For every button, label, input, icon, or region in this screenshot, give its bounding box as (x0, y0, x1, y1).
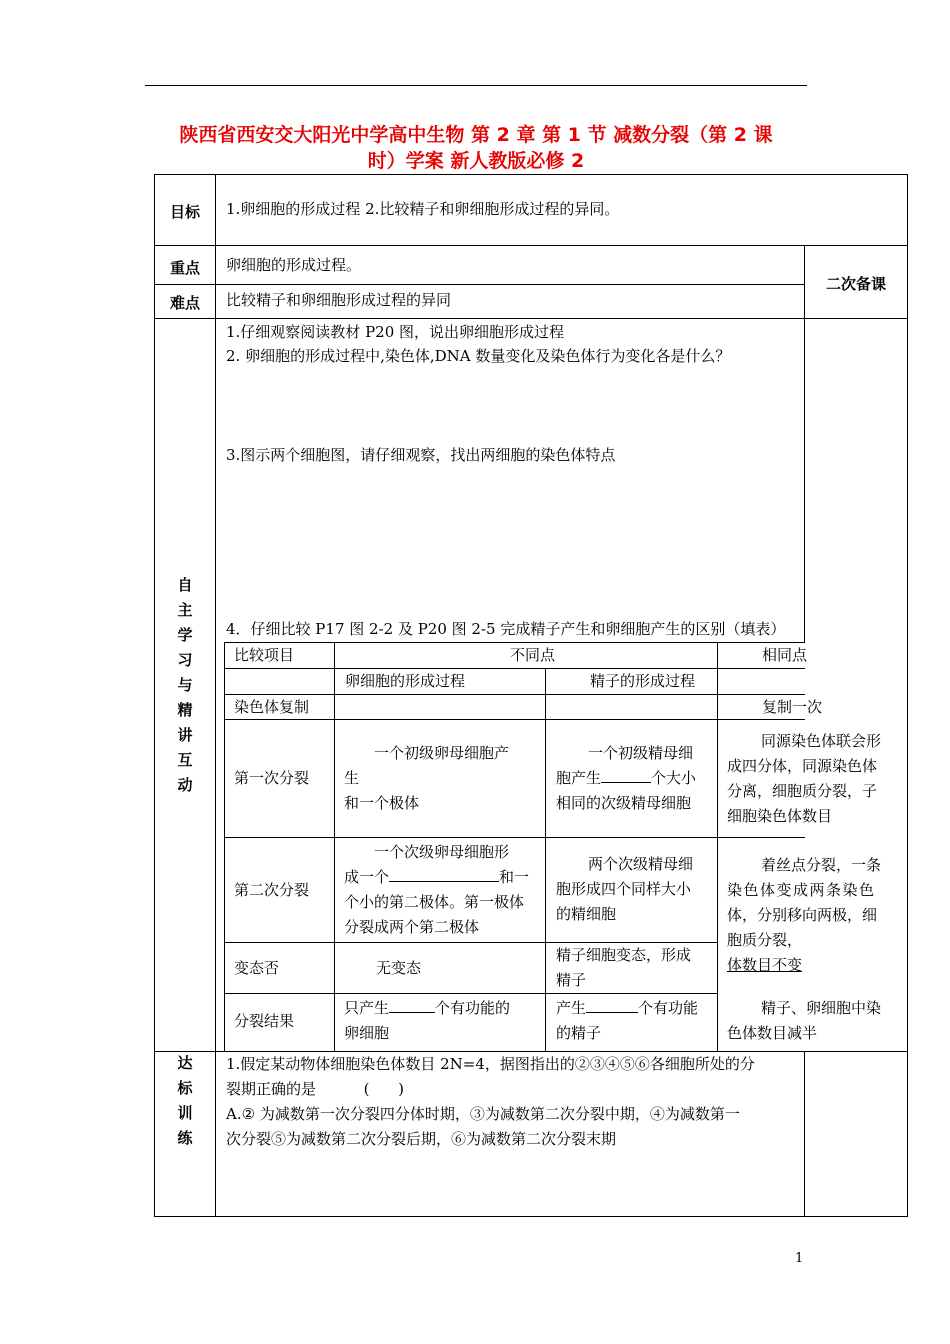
practice-question (226, 1052, 804, 1152)
cmp-row2-same-line: 细胞染色体数目 (727, 807, 833, 825)
cmp-row4-sperm-line: 精子细胞变态，形成 (556, 946, 692, 964)
cmp-row5-egg-line: 卵细胞 (344, 1024, 390, 1042)
practice-char: 练 (177, 1129, 193, 1147)
practice-line: 裂期正确的是 ( ) (226, 1080, 404, 1098)
cmp-row2-egg-line: 生 (344, 769, 360, 787)
notes-column-divider-lower (804, 1051, 805, 1217)
cmp-row3-sperm-line: 两个次级精母细 (588, 855, 694, 873)
cmp-row4-sperm-line: 精子 (556, 971, 587, 989)
cmp-row4-egg: 无变态 (376, 959, 422, 977)
question-4: 4．仔细比较 P17 图 2-2 及 P20 图 2-5 完成精子产生和卵细胞产生的区别（填表） (226, 620, 786, 638)
cmp-col-diff (545, 668, 546, 1051)
table-border-right (907, 174, 908, 1217)
cmp-header-difference: 不同点 (510, 646, 556, 664)
cmp-row5-same (727, 996, 902, 1046)
cmp-row2-same-line: 分离，细胞质分裂，子 (727, 782, 878, 800)
cmp-row5-sperm (556, 996, 716, 1046)
difficult-point-text: 比较精子和卵细胞形成过程的异同 (226, 291, 452, 309)
cmp-row3-same (727, 853, 902, 953)
self-study-char: 精 (177, 701, 193, 719)
header-rule (145, 85, 807, 86)
notes-column-divider-upper (804, 245, 805, 643)
cmp-row3-egg-line: 分裂成两个第二极体 (344, 918, 480, 936)
practice-option-a: 次分裂⑤为减数第二次分裂后期，⑥为减数第二次分裂末期 (226, 1130, 617, 1148)
table-border-top (154, 174, 908, 175)
title-line-1: 陕西省西安交大阳光中学高中生物 第 2 章 第 1 节 减数分裂（第 2 课 (179, 124, 773, 146)
question-3: 3.图示两个细胞图，请仔细观察，找出两细胞的染色体特点 (226, 446, 616, 464)
practice-option-a: A.② 为减数第一次分裂四分体时期，③为减数第二次分裂中期，④为减数第一 (226, 1105, 740, 1123)
cmp-row5-egg-line (344, 996, 540, 1021)
cmp-header-sperm: 精子的形成过程 (590, 672, 696, 690)
text-span: 胞产生 (556, 769, 602, 787)
document-title (140, 122, 812, 174)
goal-text: 1.卵细胞的形成过程 2.比较精子和卵细胞形成过程的异同。 (226, 200, 620, 218)
cmp-row5-same-line: 色体数目减半 (727, 1024, 818, 1042)
cmp-row2-item: 第一次分裂 (234, 769, 310, 787)
self-study-char: 互 (177, 751, 193, 769)
self-study-char: 动 (177, 776, 193, 794)
cmp-row2-same-line: 成四分体，同源染色体 (727, 757, 878, 775)
text-span: 和一 (499, 868, 530, 886)
cmp-col-left (224, 642, 225, 1051)
self-study-char: 主 (177, 601, 193, 619)
cmp-row3-same-line: 胞质分裂， (727, 931, 803, 949)
self-study-char: 学 (177, 626, 193, 644)
cmp-row5-sperm-line: 的精子 (556, 1024, 602, 1042)
cmp-row4-item: 变态否 (234, 959, 280, 977)
cmp-row3-egg-line (344, 865, 540, 890)
fill-blank[interactable] (389, 996, 435, 1013)
cmp-row3-egg (344, 840, 540, 940)
table-border-left (154, 174, 155, 1217)
cmp-col-item (334, 642, 335, 1051)
fill-blank[interactable] (601, 766, 651, 783)
practice-char: 达 (177, 1054, 193, 1072)
cmp-row5-sperm-line (556, 996, 716, 1021)
question-2: 2. 卵细胞的形成过程中,染色体,DNA 数量变化及染色体行为变化各是什么？ (226, 347, 731, 365)
practice-label (175, 1051, 195, 1151)
text-span: 个大小 (651, 769, 697, 787)
row-divider-difficult (154, 318, 908, 319)
cmp-row2-sperm (556, 741, 716, 816)
cmp-row2-sperm-line: 相同的次级精母细胞 (556, 794, 692, 812)
cmp-row2-egg-line: 一个初级卵母细胞产 (374, 744, 510, 762)
text-span: 产生 (556, 999, 587, 1017)
page-number: 1 (795, 1251, 804, 1266)
self-study-char: 习 (177, 651, 193, 669)
text-span: 只产生 (344, 999, 390, 1017)
second-preparation-label: 二次备课 (825, 275, 886, 293)
fill-blank[interactable] (586, 996, 638, 1013)
cmp-row2-egg (344, 741, 540, 816)
cmp-row1-item: 染色体复制 (234, 698, 310, 716)
key-point-label: 重点 (169, 259, 200, 277)
text-span: 成一个 (344, 868, 390, 886)
text-span: 个有功能的 (435, 999, 511, 1017)
table-border-bottom (154, 1216, 908, 1217)
row-divider-key (154, 284, 804, 285)
text-span: 个有功能 (638, 999, 699, 1017)
cmp-header-item: 比较项目 (234, 646, 295, 664)
cmp-row3-egg-line: 一个次级卵母细胞形 (374, 843, 510, 861)
cmp-row3-sperm-line: 的精细胞 (556, 905, 617, 923)
cmp-row3-egg-line: 个小的第二极体。第一极体 (344, 893, 525, 911)
self-study-char: 自 (177, 576, 193, 594)
label-column-divider (215, 174, 216, 1217)
cmp-row3-same-line: 染色体变成两条染色 (727, 881, 876, 899)
cmp-row2-sperm-line: 一个初级精母细 (588, 744, 694, 762)
title-line-2: 时）学案 新人教版必修 2 (367, 150, 585, 172)
self-study-char: 与 (177, 676, 193, 694)
question-1: 1.仔细观察阅读教材 P20 图，说出卵细胞形成过程 (226, 323, 565, 341)
difficult-point-label: 难点 (169, 294, 200, 312)
cmp-row4-same: 体数目不变 (727, 956, 803, 974)
fill-blank[interactable] (389, 865, 499, 882)
cmp-row3-sperm (556, 852, 716, 927)
cmp-row2-same-line: 同源染色体联会形 (761, 732, 882, 750)
cmp-row3-same-line: 着丝点分裂，一条 (761, 856, 882, 874)
cmp-line-6 (224, 993, 717, 994)
cmp-row2-sperm-line (556, 766, 716, 791)
practice-line: 1.假定某动物体细胞染色体数目 2N=4，据图指出的②③④⑤⑥各细胞所处的分 (226, 1055, 755, 1073)
cmp-row3-sperm-line: 胞形成四个同样大小 (556, 880, 692, 898)
cmp-row1-same: 复制一次 (762, 698, 823, 716)
cmp-row5-egg (344, 996, 540, 1046)
cmp-row4-sperm (556, 943, 716, 993)
row-divider-goal (154, 245, 908, 246)
practice-char: 训 (177, 1104, 193, 1122)
cmp-header-egg: 卵细胞的形成过程 (345, 672, 466, 690)
cmp-row2-same (727, 729, 902, 829)
cmp-header-same: 相同点 (762, 646, 808, 664)
cmp-row2-egg-line: 和一个极体 (344, 794, 420, 812)
self-study-label (175, 573, 195, 798)
self-study-char: 讲 (177, 726, 193, 744)
cmp-row5-same-line: 精子、卵细胞中染 (761, 999, 882, 1017)
cmp-row3-same-line: 体，分别移向两极，细 (727, 906, 878, 924)
key-point-text: 卵细胞的形成过程。 (226, 256, 362, 274)
goal-label: 目标 (169, 203, 200, 221)
practice-char: 标 (177, 1079, 193, 1097)
cmp-row5-item: 分裂结果 (234, 1012, 295, 1030)
cmp-col-same (717, 642, 718, 1051)
cmp-row3-item: 第二次分裂 (234, 881, 310, 899)
